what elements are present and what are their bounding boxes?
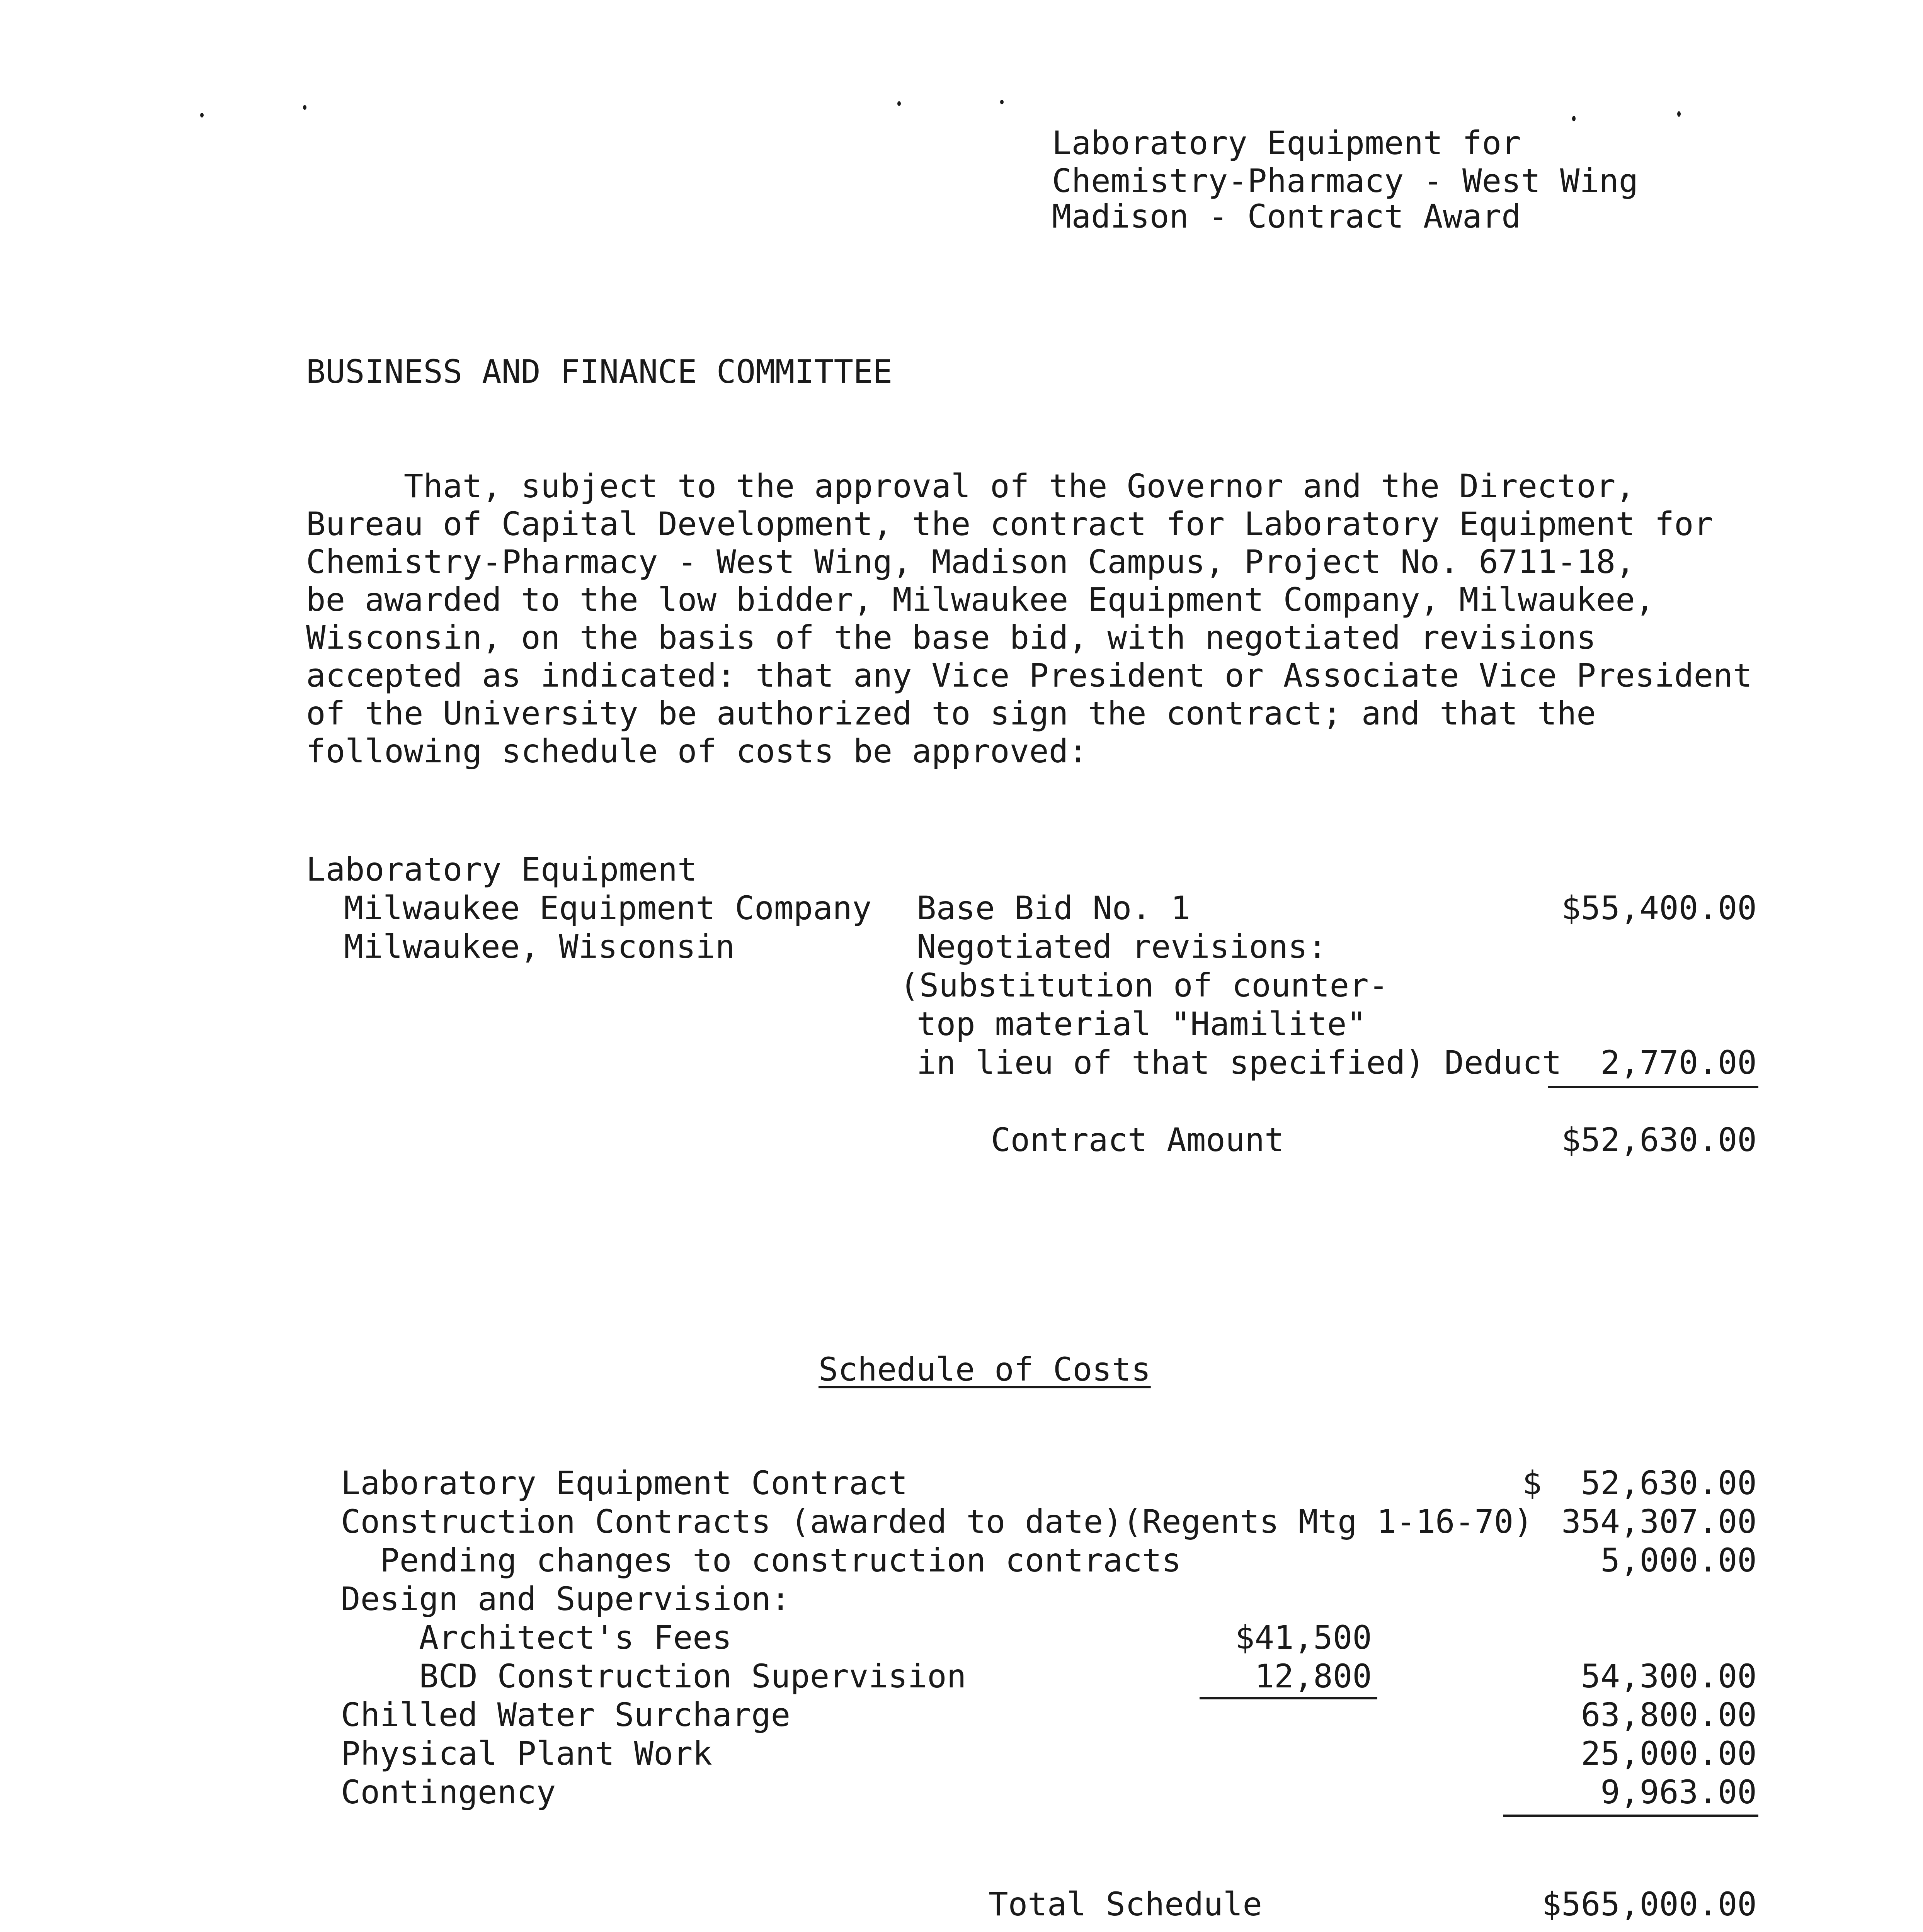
revision-line: (Substitution of counter- [900,966,1389,1004]
revision-line: top material "Hamilite" [917,1005,1367,1043]
resolution-line: That, subject to the approval of the Governor and the Director, [306,467,1635,505]
scan-speck [1677,111,1681,117]
schedule-subitem-amount: $41,500 [1235,1619,1372,1656]
scan-speck [1000,100,1004,104]
deduct-underline [1548,1086,1758,1088]
resolution-line: Bureau of Capital Development, the contract for Laboratory Equipment for [306,505,1714,543]
subtotal-underline [1200,1697,1377,1699]
contract-amount-label: Contract Amount [991,1121,1284,1159]
total-schedule-amount: $565,000.00 [1542,1885,1757,1923]
bidder-location: Milwaukee, Wisconsin [344,928,735,966]
scan-speck [897,101,901,106]
resolution-line: following schedule of costs be approved: [306,732,1088,770]
schedule-item-label: Chilled Water Surcharge [341,1696,791,1734]
base-bid-label: Base Bid No. 1 [917,889,1191,927]
schedule-item-label: Design and Supervision: [341,1580,791,1618]
bid-category: Laboratory Equipment [306,850,697,888]
schedule-item-label: Laboratory Equipment Contract [341,1464,908,1502]
schedule-title: Schedule of Costs [819,1350,1151,1388]
scan-speck [303,105,306,110]
schedule-item-label: BCD Construction Supervision [341,1657,967,1695]
schedule-item-label: Contingency [341,1773,556,1811]
schedule-item-amount: 54,300.00 [1581,1657,1757,1695]
revision-line: Negotiated revisions: [917,928,1327,966]
schedule-item-label: Pending changes to construction contracts [341,1541,1181,1579]
contract-amount: $52,630.00 [1561,1121,1757,1159]
schedule-item-label: Architect's Fees [341,1619,732,1656]
schedule-total-underline [1503,1815,1758,1817]
committee-heading: BUSINESS AND FINANCE COMMITTEE [306,353,893,391]
schedule-item-amount: 354,307.00 [1561,1503,1757,1541]
scan-speck [1572,116,1576,121]
revision-line-deduct: in lieu of that specified) Deduct [917,1044,1562,1082]
schedule-item-label: Physical Plant Work [341,1735,712,1772]
total-schedule-label: Total Schedule [989,1885,1263,1923]
header-title-line-1: Laboratory Equipment for [1052,124,1521,162]
resolution-line: accepted as indicated: that any Vice President or Associate Vice President [306,656,1753,694]
bidder-company: Milwaukee Equipment Company [344,889,872,927]
schedule-item-amount: 25,000.00 [1581,1735,1757,1772]
header-title-line-2: Chemistry-Pharmacy - West Wing [1052,162,1639,200]
schedule-item-amount: $ 52,630.00 [1522,1464,1757,1502]
deduct-amount: 2,770.00 [1600,1044,1757,1082]
header-title-line-3: Madison - Contract Award [1052,197,1521,235]
resolution-line: Wisconsin, on the basis of the base bid, with negotiated revisions [306,619,1596,656]
resolution-line: of the University be authorized to sign the contract; and that the [306,694,1596,732]
base-bid-amount: $55,400.00 [1561,889,1757,927]
schedule-item-amount: 63,800.00 [1581,1696,1757,1734]
schedule-item-amount: 9,963.00 [1600,1773,1757,1811]
scan-speck [200,113,204,117]
resolution-line: be awarded to the low bidder, Milwaukee Equipment Company, Milwaukee, [306,581,1655,619]
schedule-item-label: Construction Contracts (awarded to date)(Regents Mtg 1-16-70) [341,1503,1533,1541]
resolution-line: Chemistry-Pharmacy - West Wing, Madison Campus, Project No. 6711-18, [306,543,1635,581]
schedule-subitem-amount: 12,800 [1254,1657,1372,1695]
schedule-item-amount: 5,000.00 [1600,1541,1757,1579]
